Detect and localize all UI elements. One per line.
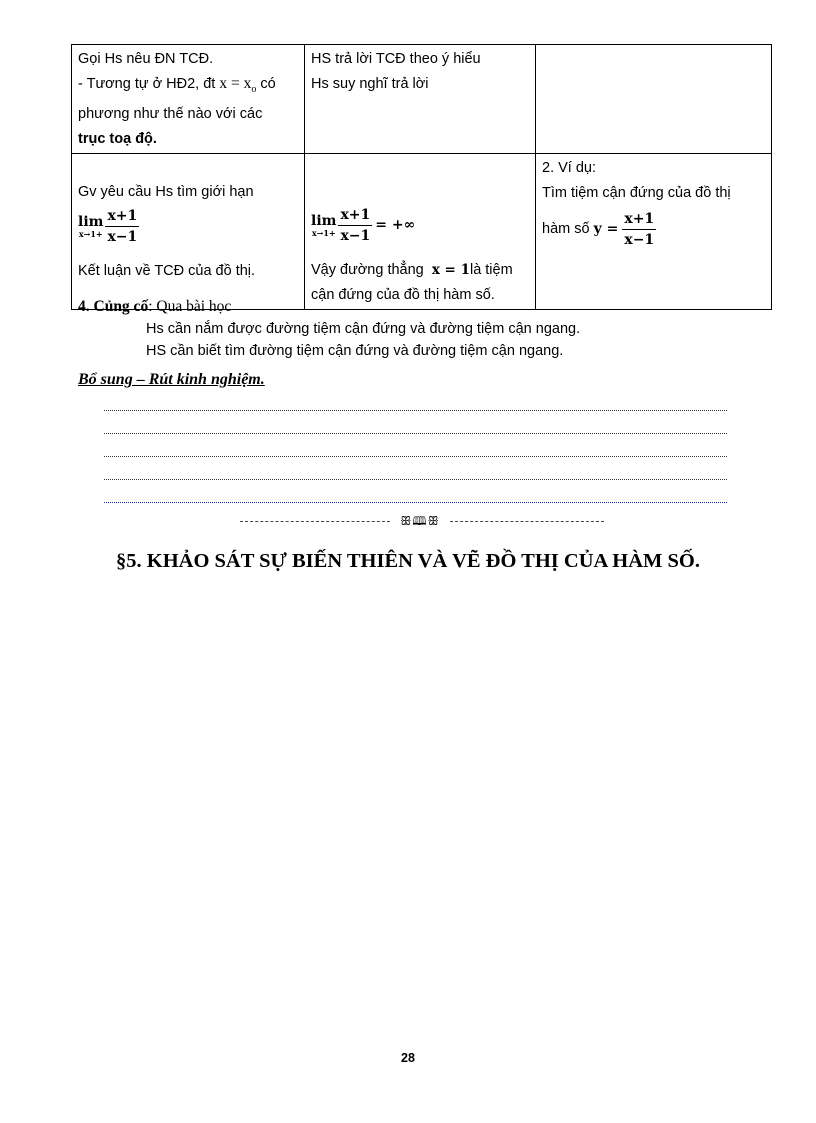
example-function-prefix: hàm số — [542, 220, 590, 237]
fraction-denominator: x−1 — [107, 228, 138, 245]
student-text-2: Hs suy nghĩ trả lời — [311, 75, 429, 92]
dotted-line — [104, 502, 727, 503]
fraction-denominator: x−1 — [624, 231, 655, 248]
example-heading: 2. Ví dụ: — [542, 160, 597, 177]
teacher-text-2-suffix: có — [260, 75, 276, 92]
lim-word: lim — [78, 213, 104, 230]
student-limit-formula — [311, 204, 529, 258]
lim-operator — [311, 214, 336, 237]
y-label: y = — [593, 220, 619, 237]
separator-line-right — [450, 521, 604, 522]
table-cell-content — [536, 45, 772, 154]
lesson-table — [71, 44, 772, 310]
fraction — [105, 209, 139, 244]
math-x-equals-1: x = 1 — [431, 262, 470, 279]
math-x-equals-x: x = x — [219, 74, 252, 92]
fraction — [622, 212, 656, 247]
page-number: 28 — [401, 1051, 415, 1065]
math-subscript-o: o — [251, 83, 257, 95]
teacher-limit-formula — [78, 205, 298, 259]
teacher-text-4: trục toạ độ. — [78, 130, 157, 147]
fraction — [338, 208, 372, 243]
table-row — [72, 45, 772, 154]
section-heading: §5. KHẢO SÁT SỰ BIẾN THIÊN VÀ VẼ ĐỒ THỊ CỦA HÀM SỐ. — [116, 550, 700, 572]
limit-expression — [78, 209, 139, 244]
teacher-text-2-prefix: - Tương tự ở HĐ2, đt — [78, 75, 216, 92]
teacher-limit-request: Gv yêu cầu Hs tìm giới hạn — [78, 184, 254, 201]
student-asymptote-line — [311, 258, 529, 283]
consolidation-title — [78, 296, 580, 318]
dotted-line — [104, 433, 727, 434]
lim-word: lim — [311, 213, 337, 230]
student-line-prefix: Vậy đường thẳng — [311, 262, 424, 279]
student-line-suffix: là tiệm — [469, 262, 513, 279]
dotted-line — [104, 456, 727, 457]
math-x-equals-xo — [219, 74, 257, 95]
consolidation-line-2: HS cần biết tìm đường tiệm cận đứng và đường tiệm cận ngang. — [146, 343, 564, 359]
consolidation-text: : Qua bài học — [148, 298, 232, 315]
table-cell-content — [536, 154, 772, 310]
example-function — [542, 205, 765, 253]
table-cell-student — [305, 154, 536, 310]
fraction-denominator: x−1 — [340, 228, 371, 245]
function-expression — [594, 212, 657, 247]
lim-operator — [78, 215, 103, 238]
consolidation-line-1: Hs cần nắm được đường tiệm cận đứng và đường tiệm cận ngang. — [146, 321, 581, 337]
section-separator — [240, 514, 604, 528]
supplement-title: Bổ sung – Rút kinh nghiệm. — [78, 371, 265, 388]
fraction-numerator: x+1 — [105, 209, 139, 227]
separator-line-left — [240, 521, 390, 522]
table-row — [72, 154, 772, 310]
dotted-line — [104, 410, 727, 411]
table-cell-student — [305, 45, 536, 154]
consolidation-section — [78, 296, 580, 362]
table-cell-teacher — [72, 154, 305, 310]
lim-subscript: x→1+ — [78, 228, 103, 239]
fraction-numerator: x+1 — [338, 208, 372, 226]
student-text-1: HS trả lời TCĐ theo ý hiểu — [311, 51, 481, 67]
limit-expression — [311, 208, 415, 243]
fraction-numerator: x+1 — [622, 212, 656, 230]
table-cell-teacher — [72, 45, 305, 154]
example-text: Tìm tiệm cận đứng của đồ thị — [542, 184, 731, 201]
limit-result: = +∞ — [375, 217, 416, 234]
lim-subscript: x→1+ — [311, 228, 336, 239]
consolidation-label: 4. Củng cố — [78, 298, 149, 315]
dotted-line — [104, 479, 727, 480]
teacher-text-1: Gọi Hs nêu ĐN TCĐ. — [78, 51, 214, 67]
teacher-conclusion: Kết luận về TCĐ của đồ thị. — [78, 262, 256, 279]
teacher-text-3: phương như thế nào với các — [78, 106, 263, 123]
teacher-text-2 — [78, 72, 298, 103]
student-asymptote-line-2: cận đứng của đồ thị hàm số. — [311, 286, 495, 303]
ornament-icon: ꕥ🕮ꕥ — [400, 514, 440, 528]
